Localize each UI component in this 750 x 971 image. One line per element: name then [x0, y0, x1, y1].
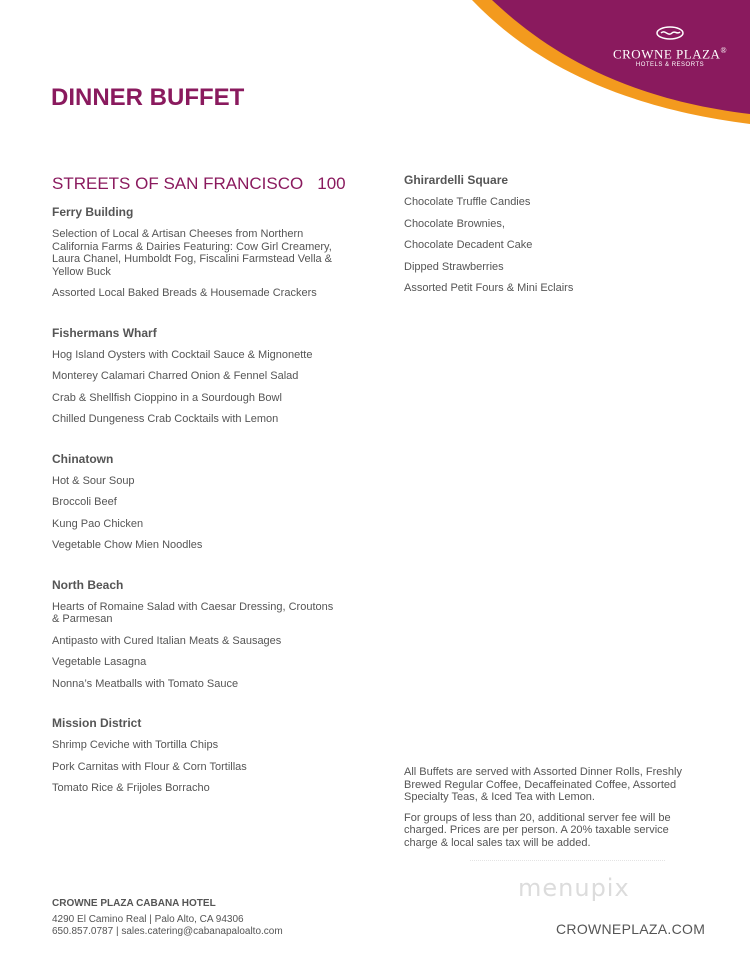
group-heading: Mission District — [52, 716, 142, 730]
brand-name: CROWNE PLAZA® — [612, 46, 728, 62]
menu-item: Broccoli Beef — [52, 496, 117, 508]
menu-item: Selection of Local & Artisan Cheeses from Northern California Farms & Dairies Featuring: Cow Girl Creamery, Laura Chanel, Humboldt Fog, Fiscalini Farmstead Vella & Yellow Buck — [52, 228, 333, 278]
buffet-notes — [404, 766, 704, 857]
menu-item: Tomato Rice & Frijoles Borracho — [52, 782, 210, 794]
brand-trademark: ® — [720, 46, 728, 55]
group-heading: North Beach — [52, 577, 124, 592]
menu-item: Kung Pao Chicken — [52, 517, 144, 530]
brand-subline: HOTELS & RESORTS — [635, 62, 705, 68]
menu-item: Monterey Calamari Charred Onion & Fennel Salad — [52, 370, 299, 382]
menu-item: Crab & Shellfish Cioppino in a Sourdough Bowl — [52, 391, 282, 404]
menu-item: Hearts of Romaine Salad with Caesar Dressing, Croutons & Parmesan — [52, 600, 334, 625]
group-heading: Ferry Building — [52, 205, 134, 219]
menu-item: Vegetable Chow Mien Noodles — [52, 539, 203, 551]
footer-hotel-name: CROWNE PLAZA CABANA HOTEL — [52, 898, 216, 909]
menu-item: Antipasto with Cured Italian Meats & Sausages — [52, 634, 282, 647]
menu-item: Dipped Strawberries — [404, 260, 504, 273]
menu-item: Chilled Dungeness Crab Cocktails with Lemon — [52, 413, 279, 425]
website-link[interactable]: CROWNEPLAZA.COM — [556, 921, 706, 937]
divider — [470, 860, 665, 861]
right-menu-column — [404, 173, 704, 321]
note-text: For groups of less than 20, additional server fee will be charged. Prices are per person. A 20% taxable service charge & local sales tax will be added. — [404, 811, 671, 849]
section-title — [52, 174, 346, 194]
menu-item: Shrimp Ceviche with Tortilla Chips — [52, 739, 219, 751]
menu-group-fishermans-wharf — [52, 326, 352, 426]
menu-group-ferry-building — [52, 205, 352, 300]
page-title: DINNER BUFFET — [51, 84, 245, 111]
footer — [52, 898, 372, 938]
group-heading: Fishermans Wharf — [52, 325, 157, 340]
menu-group-north-beach — [52, 578, 352, 691]
menu-item: Pork Carnitas with Flour & Corn Tortillas — [52, 760, 247, 773]
crown-wave-icon — [654, 25, 686, 46]
menu-group-mission-district — [52, 716, 352, 795]
header-swoosh — [0, 0, 750, 140]
menu-item: Chocolate Brownies, — [404, 217, 505, 230]
menu-item: Nonna’s Meatballs with Tomato Sauce — [52, 677, 239, 690]
menu-item: Chocolate Truffle Candies — [404, 196, 531, 208]
menu-item: Chocolate Decadent Cake — [404, 239, 533, 251]
menu-item: Hog Island Oysters with Cocktail Sauce & Mignonette — [52, 348, 313, 361]
group-heading: Ghirardelli Square — [404, 173, 509, 187]
footer-address: 4290 El Camino Real | Palo Alto, CA 94306 — [52, 914, 244, 925]
menu-item: Assorted Petit Fours & Mini Eclairs — [404, 282, 574, 294]
menu-group-chinatown — [52, 452, 352, 552]
group-heading: Chinatown — [52, 451, 114, 466]
section-name: STREETS OF SAN FRANCISCO — [52, 174, 304, 193]
left-menu-column — [52, 205, 352, 821]
menu-item: Assorted Local Baked Breads & Housemade Crackers — [52, 287, 317, 299]
menu-item: Vegetable Lasagna — [52, 656, 147, 668]
menu-item: Hot & Sour Soup — [52, 474, 135, 487]
watermark-logo: menupix — [518, 874, 630, 902]
footer-contact: 650.857.0787 | sales.catering@cabanapaloalto.com — [52, 926, 283, 937]
section-price: 100 — [317, 174, 346, 193]
menu-group-ghirardelli-square — [404, 173, 704, 295]
note-text: All Buffets are served with Assorted Dinner Rolls, Freshly Brewed Regular Coffee, Decaffeinated Coffee, Assorted Specialty Teas, & Iced Tea with Lemon. — [404, 766, 682, 803]
